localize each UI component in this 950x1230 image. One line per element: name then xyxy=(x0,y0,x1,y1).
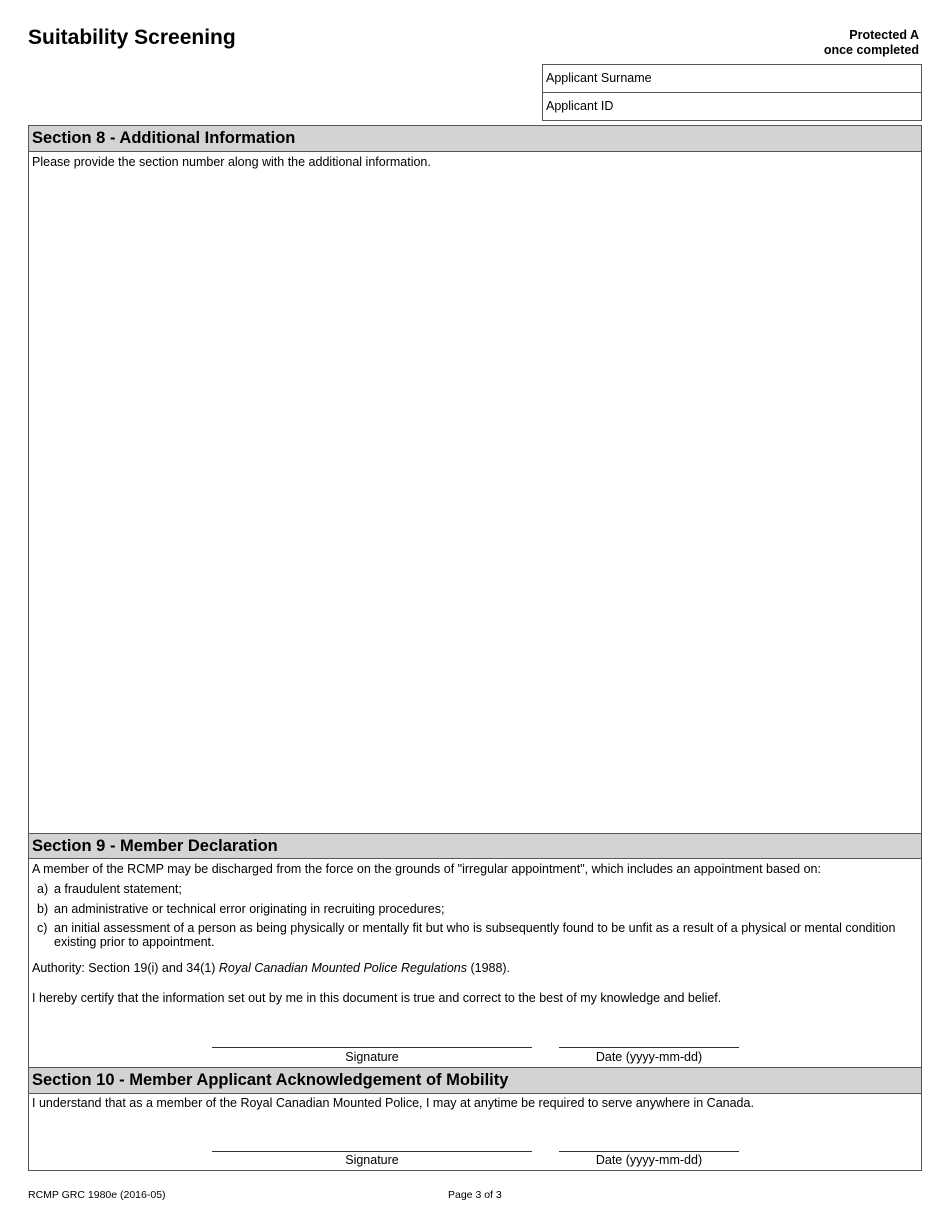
authority-regulation-title: Royal Canadian Mounted Police Regulations xyxy=(218,961,467,975)
applicant-id-field[interactable] xyxy=(543,92,921,120)
list-item xyxy=(37,921,901,949)
section-9-date-field[interactable] xyxy=(559,1047,739,1048)
list-item xyxy=(37,882,901,896)
section-9-intro: A member of the RCMP may be discharged from the force on the grounds of "irregular appointment", which includes an appointment based on: xyxy=(32,862,821,876)
applicant-surname-field[interactable] xyxy=(543,65,921,92)
list-item-text: a fraudulent statement; xyxy=(54,882,182,896)
list-item xyxy=(37,902,901,916)
applicant-id-label: Applicant ID xyxy=(546,99,614,113)
list-item-label: b) xyxy=(37,902,49,916)
section-9-signature-label: Signature xyxy=(345,1050,399,1064)
form-body xyxy=(28,125,922,1171)
list-item-text: an administrative or technical error originating in recruiting procedures; xyxy=(54,902,445,916)
page-number: Page 3 of 3 xyxy=(448,1189,502,1201)
section-9-date-label: Date (yyyy-mm-dd) xyxy=(595,1050,703,1064)
section-10-date-field[interactable] xyxy=(559,1151,739,1152)
authority-prefix: Authority: Section 19(i) and 34(1) xyxy=(32,961,219,975)
protected-qualifier: once completed xyxy=(823,43,919,57)
section-10-date-label: Date (yyyy-mm-dd) xyxy=(595,1153,703,1167)
section-9-certification: I hereby certify that the information set out by me in this document is true and correct to the best of my knowledge and belief. xyxy=(32,991,722,1005)
section-8-heading: Section 8 - Additional Information xyxy=(29,125,921,152)
additional-information-textarea[interactable] xyxy=(29,170,921,832)
list-item-label: a) xyxy=(37,882,49,896)
protected-notice xyxy=(824,28,919,58)
section-10-heading: Section 10 - Member Applicant Acknowledgement of Mobility xyxy=(29,1067,921,1094)
section-9-authority xyxy=(32,961,510,975)
section-8-instruction: Please provide the section number along with the additional information. xyxy=(32,155,431,169)
form-code: RCMP GRC 1980e (2016-05) xyxy=(28,1189,166,1201)
list-item-label: c) xyxy=(37,921,48,935)
applicant-info-box xyxy=(542,64,922,121)
section-10-signature-label: Signature xyxy=(345,1153,399,1167)
authority-suffix: (1988). xyxy=(466,961,511,975)
section-10-signature-field[interactable] xyxy=(212,1151,532,1152)
applicant-surname-label: Applicant Surname xyxy=(546,71,652,85)
protected-label: Protected A xyxy=(849,28,919,42)
section-10-statement: I understand that as a member of the Royal Canadian Mounted Police, I may at anytime be required to serve anywhere in Canada. xyxy=(32,1096,754,1110)
list-item-text: an initial assessment of a person as being physically or mentally fit but who is subsequently found to be unfit as a result of a physical or mental condition existing prior to appointment. xyxy=(54,921,896,949)
section-9-heading: Section 9 - Member Declaration xyxy=(29,833,921,859)
document-title: Suitability Screening xyxy=(28,26,236,49)
section-9-signature-field[interactable] xyxy=(212,1047,532,1048)
